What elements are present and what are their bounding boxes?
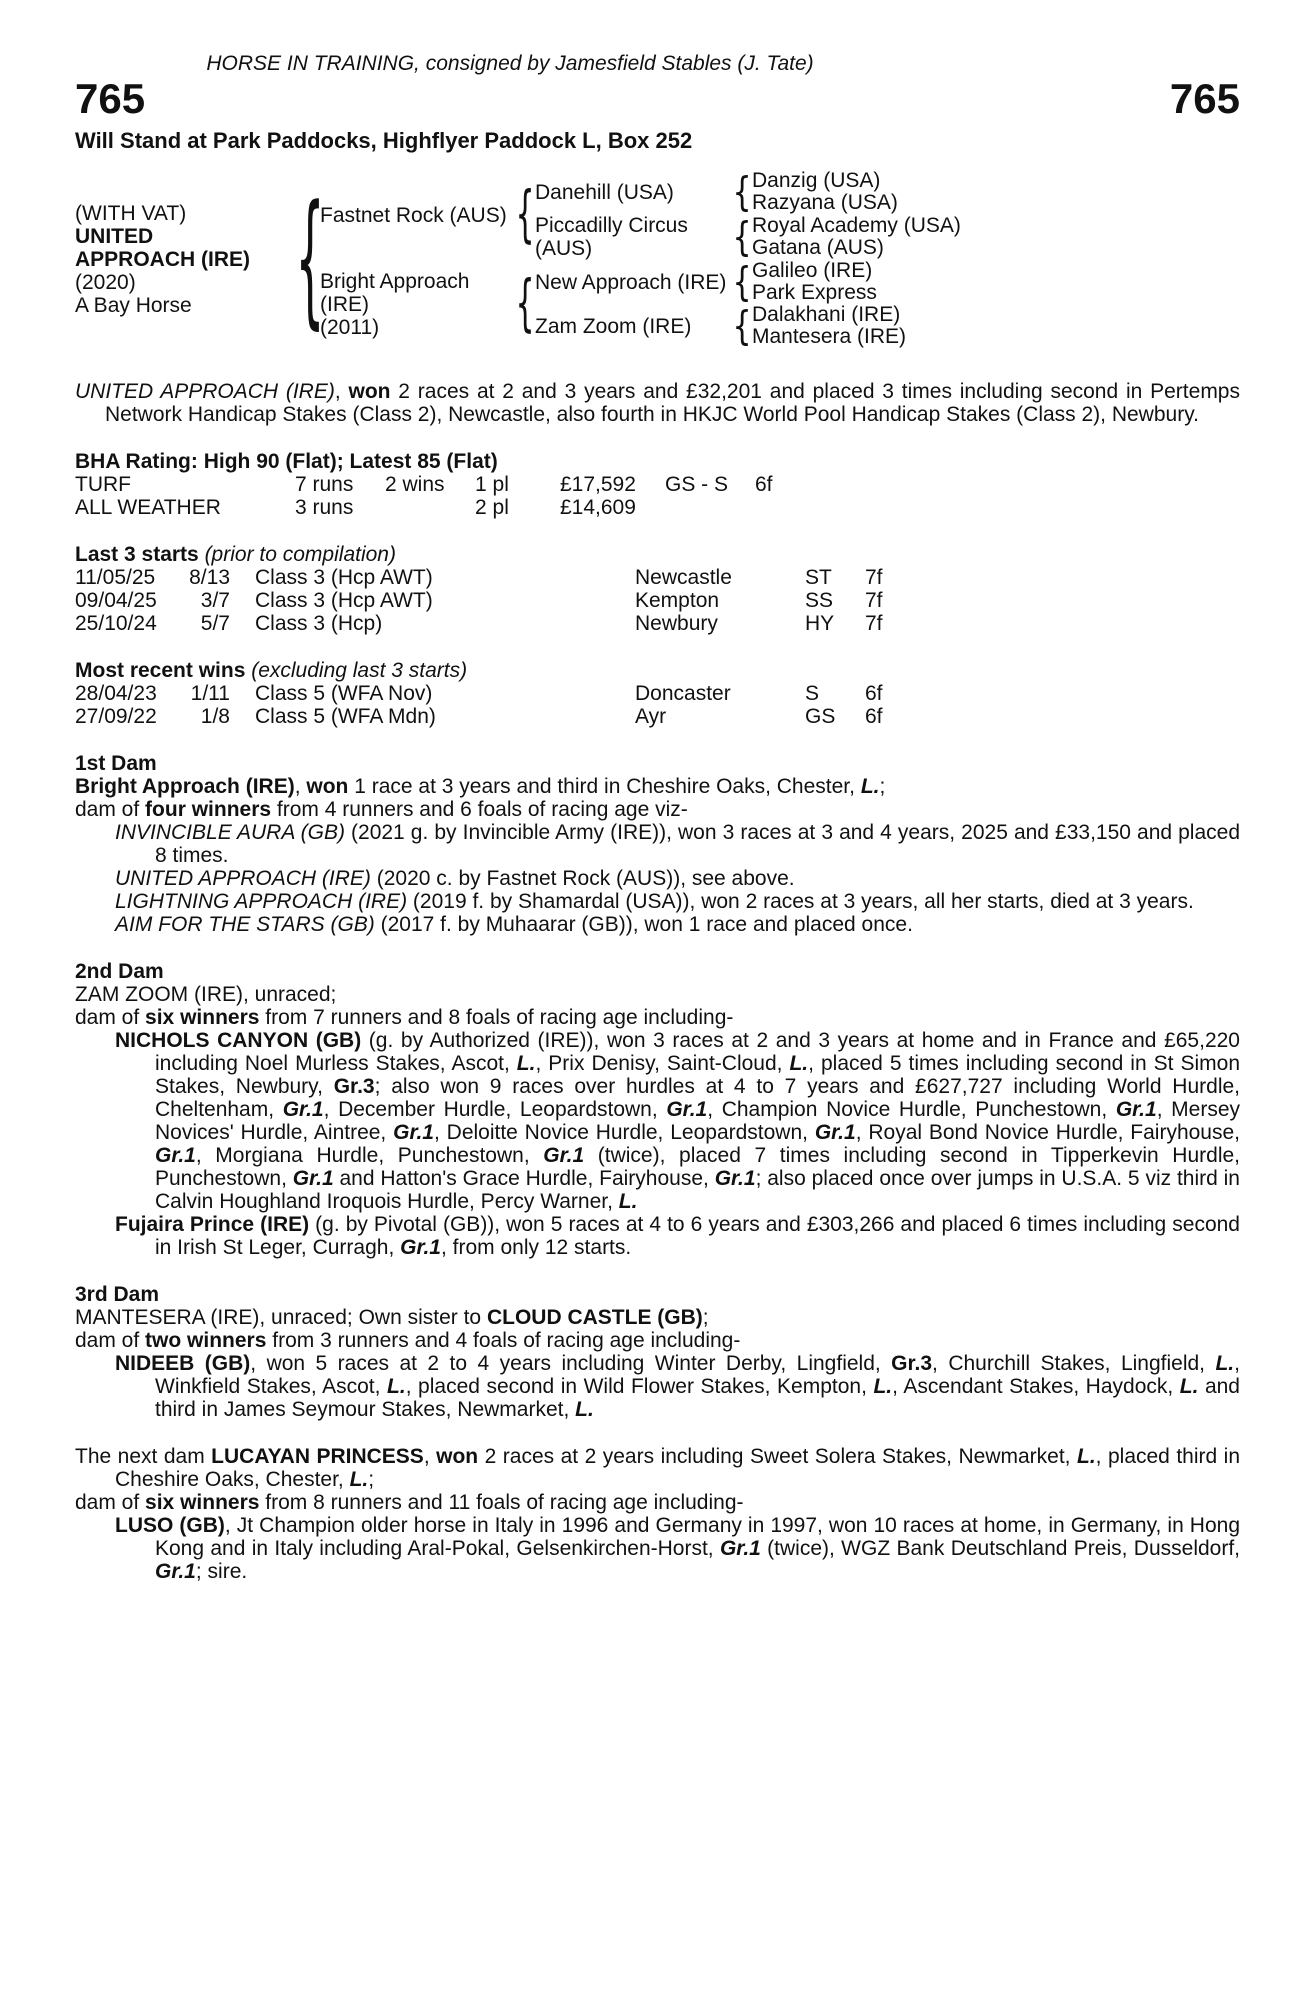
- race-date: 27/09/22: [75, 705, 157, 728]
- third-dam-produce-line: dam of two winners from 3 runners and 4 foals of racing age including-: [75, 1329, 741, 1352]
- race-class: Class 5 (WFA Mdn): [255, 705, 436, 728]
- first-dam-section: [75, 752, 1240, 936]
- last-starts-heading-italic: (prior to compilation): [198, 543, 396, 566]
- race-position: 5/7: [200, 612, 230, 635]
- sire-dam-brace: {: [732, 213, 752, 261]
- race-row: [75, 682, 1240, 705]
- consignor-line: HORSE IN TRAINING, consigned by Jamesfield Stables (J. Tate): [206, 52, 814, 75]
- sire-dam-block: [535, 214, 961, 260]
- race-row: [75, 705, 1240, 728]
- dam-name-text: Bright Approach (IRE): [320, 269, 470, 316]
- race-going: S: [805, 682, 820, 705]
- sire-dam-name: Piccadilly Circus (AUS): [535, 214, 688, 260]
- horse-identity: [75, 202, 300, 317]
- recent-wins-section: [75, 659, 1240, 728]
- race-position: 1/8: [200, 705, 230, 728]
- second-dam-produce-line: dam of six winners from 7 runners and 8 foals of racing age including-: [75, 1006, 734, 1029]
- sire-block: [320, 170, 961, 260]
- produce-entry: NIDEEB (GB), won 5 races at 2 to 4 years including Winter Derby, Lingfield, Gr.3, Churchill Stakes, Lingfield, L., Winkfield Stakes, Ascot, L., placed second in Wild Flower Stakes, Kempton, L., Ascendant Stakes, Haydock, L. and third in James Seymour Stakes, Newmarket, L.: [115, 1352, 1240, 1421]
- race-going: HY: [805, 612, 835, 635]
- ggp-name: Dalakhani (IRE): [752, 303, 901, 326]
- earnings-value: £17,592: [560, 473, 636, 496]
- surface-stats-row: [75, 473, 1240, 496]
- race-course: Kempton: [635, 589, 720, 612]
- ggp-name: Gatana (AUS): [752, 236, 884, 259]
- horse-name-line1: UNITED: [75, 224, 154, 248]
- sire-name: Fastnet Rock (AUS): [320, 203, 507, 227]
- stand-location-line: Will Stand at Park Paddocks, Highflyer Paddock L, Box 252: [75, 128, 693, 153]
- next-dam-lead: The next dam LUCAYAN PRINCESS, won 2 races at 2 years including Sweet Solera Stakes, Newmarket, L., placed third in Cheshire Oaks, Chester, L.;: [75, 1445, 1241, 1491]
- race-going: GS: [805, 705, 836, 728]
- race-distance: 6f: [865, 682, 883, 705]
- race-distance: 7f: [865, 566, 883, 589]
- first-dam-heading: 1st Dam: [75, 752, 157, 775]
- race-course: Newcastle: [635, 566, 732, 589]
- race-date: 25/10/24: [75, 612, 157, 635]
- bha-rating-heading: BHA Rating: High 90 (Flat); Latest 85 (Flat): [75, 450, 498, 473]
- race-course: Ayr: [635, 705, 667, 728]
- bha-rating-section: [75, 450, 1240, 519]
- race-record-summary: UNITED APPROACH (IRE), won 2 races at 2 and 3 years and £32,201 and placed 3 times including second in Pertemps Network Handicap Stakes (Class 2), Newcastle, also fourth in HKJC World Pool Handicap Stakes (Class 2), Newbury.: [75, 380, 1240, 426]
- horse-name-line2: APPROACH (IRE): [75, 247, 251, 271]
- produce-entry: NICHOLS CANYON (GB) (g. by Authorized (IRE)), won 3 races at 2 and 3 years at home and in France and £65,220 including Noel Murless Stakes, Ascot, L., Prix Denisy, Saint-Cloud, L., placed 5 times including second in St Simon Stakes, Newbury, Gr.3; also won 9 races over hurdles at 4 to 7 years and £627,727 including World Hurdle, Cheltenham, Gr.1, December Hurdle, Leopardstown, Gr.1, Champion Novice Hurdle, Punchestown, Gr.1, Mersey Novices' Hurdle, Aintree, Gr.1, Deloitte Novice Hurdle, Leopardstown, Gr.1, Royal Bond Novice Hurdle, Fairyhouse, Gr.1, Morgiana Hurdle, Punchestown, Gr.1 (twice), placed 7 times including second in Tipperkevin Hurdle, Punchestown, Gr.1 and Hatton's Grace Hurdle, Fairyhouse, Gr.1; also placed once over jumps in U.S.A. 5 viz third in Calvin Houghland Iroquois Hurdle, Percy Warner, L.: [115, 1029, 1241, 1213]
- vat-note: (WITH VAT): [75, 201, 187, 225]
- surface-label: ALL WEATHER: [75, 496, 221, 519]
- next-dam-produce-line: dam of six winners from 8 runners and 11 foals of racing age including-: [75, 1491, 744, 1514]
- sire-brace: {: [515, 179, 535, 251]
- dam-dam-brace: {: [732, 302, 752, 350]
- second-dam-heading: 2nd Dam: [75, 960, 164, 983]
- pedigree-main-brace: {: [295, 172, 325, 343]
- runs-value: 3 runs: [295, 496, 354, 519]
- sire-sire-block: [535, 170, 961, 214]
- last-starts-heading: [75, 543, 1240, 566]
- recent-wins-heading: [75, 659, 1240, 682]
- race-going: ST: [805, 566, 832, 589]
- third-dam-section: [75, 1283, 1240, 1421]
- pedigree-tree: [320, 170, 961, 348]
- lot-number-right: 765: [1169, 75, 1240, 122]
- dam-dam-name: Zam Zoom (IRE): [535, 314, 692, 338]
- last-starts-heading-bold: Last 3 starts: [75, 543, 199, 566]
- produce-entry: LUSO (GB), Jt Champion older horse in Italy in 1996 and Germany in 1997, won 10 races at home, in Germany, in Hong Kong and in Italy including Aral-Pokal, Gelsenkirchen-Horst, Gr.1 (twice), WGZ Bank Deutschland Preis, Dusseldorf, Gr.1; sire.: [115, 1514, 1241, 1583]
- race-course: Newbury: [635, 612, 718, 635]
- lot-number-row: [75, 77, 1240, 121]
- second-dam-lead: ZAM ZOOM (IRE), unraced;: [75, 983, 337, 1006]
- race-position: 3/7: [200, 589, 230, 612]
- race-distance: 7f: [865, 612, 883, 635]
- first-dam-produce-line: dam of four winners from 4 runners and 6 foals of racing age viz-: [75, 798, 688, 821]
- ggp-name: Royal Academy (USA): [752, 214, 961, 237]
- going-value: [665, 496, 755, 519]
- race-date: 09/04/25: [75, 589, 157, 612]
- wins-value: 2 wins: [385, 473, 445, 496]
- produce-entry: INVINCIBLE AURA (GB) (2021 g. by Invincible Army (IRE)), won 3 races at 3 and 4 years, 2025 and £33,150 and placed 8 times.: [115, 821, 1241, 867]
- surface-label: TURF: [75, 473, 131, 496]
- recent-wins-heading-bold: Most recent wins: [75, 659, 246, 682]
- dam-brace: {: [515, 268, 535, 340]
- race-position: 1/11: [190, 682, 230, 705]
- ggp-name: Mantesera (IRE): [752, 325, 907, 348]
- third-dam-lead: MANTESERA (IRE), unraced; Own sister to CLOUD CASTLE (GB);: [75, 1306, 709, 1329]
- lot-number-left: 765: [75, 75, 146, 122]
- race-date: 11/05/25: [75, 566, 156, 589]
- placed-value: 2 pl: [475, 496, 509, 519]
- last-starts-section: [75, 543, 1240, 635]
- distance-value: 6f: [755, 473, 773, 496]
- ggp-name: Galileo (IRE): [752, 259, 873, 282]
- dam-name: [320, 270, 515, 339]
- produce-entry: UNITED APPROACH (IRE) (2020 c. by Fastnet Rock (AUS)), see above.: [115, 867, 795, 890]
- earnings-value: £14,609: [560, 496, 636, 519]
- horse-foaled-year: (2020): [75, 270, 136, 294]
- race-going: SS: [805, 589, 834, 612]
- dam-sire-name: New Approach (IRE): [535, 270, 727, 294]
- distance-value: [755, 496, 1240, 519]
- race-class: Class 5 (WFA Nov): [255, 682, 433, 705]
- race-row: [75, 612, 1240, 635]
- sire-sire-brace: {: [732, 168, 752, 216]
- ggp-name: Razyana (USA): [752, 191, 898, 214]
- dam-year: (2011): [320, 315, 380, 339]
- ggp-name: Danzig (USA): [752, 169, 881, 192]
- dam-dam-block: [535, 304, 906, 348]
- race-class: Class 3 (Hcp): [255, 612, 383, 635]
- race-date: 28/04/23: [75, 682, 157, 705]
- horse-colour: A Bay Horse: [75, 293, 192, 317]
- placed-value: 1 pl: [475, 473, 509, 496]
- produce-entry: AIM FOR THE STARS (GB) (2017 f. by Muhaarar (GB)), won 1 race and placed once.: [115, 913, 913, 936]
- race-row: [75, 589, 1240, 612]
- dam-sire-block: [535, 260, 906, 304]
- produce-entry: LIGHTNING APPROACH (IRE) (2019 f. by Shamardal (USA)), won 2 races at 3 years, all her starts, died at 3 years.: [115, 890, 1194, 913]
- first-dam-lead: Bright Approach (IRE), won 1 race at 3 years and third in Cheshire Oaks, Chester, L.;: [75, 775, 886, 798]
- race-class: Class 3 (Hcp AWT): [255, 589, 433, 612]
- produce-entry: Fujaira Prince (IRE) (g. by Pivotal (GB)), won 5 races at 4 to 6 years and £303,266 and placed 6 times including second in Irish St Leger, Curragh, Gr.1, from only 12 starts.: [115, 1213, 1240, 1259]
- race-distance: 6f: [865, 705, 883, 728]
- race-position: 8/13: [189, 566, 230, 589]
- ggp-name: Park Express: [752, 281, 877, 304]
- race-row: [75, 566, 1240, 589]
- second-dam-section: [75, 960, 1240, 1259]
- third-dam-heading: 3rd Dam: [75, 1283, 160, 1306]
- dam-block: [320, 260, 961, 348]
- going-value: GS - S: [665, 473, 729, 496]
- race-class: Class 3 (Hcp AWT): [255, 566, 433, 589]
- sire-sire-name: Danehill (USA): [535, 180, 674, 204]
- next-dam-section: [75, 1445, 1240, 1583]
- surface-stats-row: [75, 496, 1240, 519]
- race-distance: 7f: [865, 589, 883, 612]
- dam-sire-brace: {: [732, 258, 752, 306]
- recent-wins-heading-italic: (excluding last 3 starts): [245, 659, 468, 682]
- runs-value: 7 runs: [295, 473, 354, 496]
- race-course: Doncaster: [635, 682, 731, 705]
- pedigree-table: [75, 170, 1240, 348]
- wins-value: [385, 496, 475, 519]
